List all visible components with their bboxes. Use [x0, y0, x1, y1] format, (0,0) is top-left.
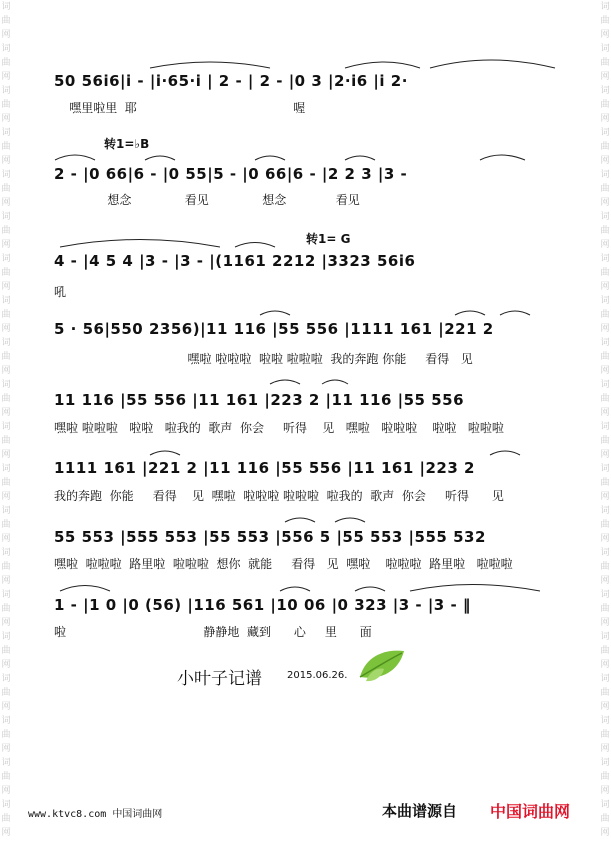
- footer-brand-link[interactable]: 中国词曲网: [490, 802, 571, 821]
- lyrics-row-5: 嘿啦 啦啦啦 啦啦 啦我的 歌声 你会 听得 见 嘿啦 啦啦啦 啦啦 啦啦啦: [54, 421, 504, 435]
- notes-row-6: 1111 161 |221 2 |11 116 |55 556 |11 161 |223 2: [54, 459, 475, 477]
- lyrics-row-8: 啦 静静地 藏到 心 里 面: [54, 625, 372, 639]
- leaf-icon: [356, 647, 408, 683]
- lyrics-row-7: 嘿啦 啦啦啦 路里啦 啦啦啦 想你 就能 看得 见 嘿啦 啦啦啦 路里啦 啦啦啦: [54, 557, 513, 571]
- watermark-right: 词曲网词曲网词曲网词曲网词曲网词曲网词曲网词曲网词曲网词曲网词曲网词曲网词曲网词曲网词曲网词曲网词曲网词曲网词曲网词曲网: [600, 2, 610, 838]
- transcriber-signature: 小叶子记谱: [177, 669, 262, 689]
- footer-url[interactable]: www.ktvc8.com: [28, 809, 107, 820]
- footer-url-line: [28, 805, 162, 820]
- lyrics-row-1: 嘿里啦里 耶 喔: [54, 101, 306, 115]
- notes-row-3: 4 - |4 5 4 |3 - |3 - |(1161 2212 |3323 56i6: [54, 252, 416, 270]
- notes-row-4: 5 · 56|550 2356)|11 116 |55 556 |1111 161 |221 2: [54, 320, 494, 338]
- notes-row-5: 11 116 |55 556 |11 161 |223 2 |11 116 |55 556: [54, 391, 465, 409]
- lyrics-row-6: 我的奔跑 你能 看得 见 嘿啦 啦啦啦 啦啦啦 啦我的 歌声 你会 听得 见: [54, 489, 504, 503]
- notes-row-1: 50 56i6|i - |i·65·i | 2 - | 2 - |0 3 |2·i6 |i 2·: [54, 72, 408, 90]
- lyrics-row-3: 吼: [54, 285, 67, 299]
- watermark-left: 词曲网词曲网词曲网词曲网词曲网词曲网词曲网词曲网词曲网词曲网词曲网词曲网词曲网词曲网词曲网词曲网词曲网词曲网词曲网词曲网: [1, 2, 11, 838]
- transcription-date: 2015.06.26.: [287, 670, 348, 681]
- footer-site-name: 中国词曲网: [112, 809, 163, 820]
- key-change-1: 转1=♭B: [104, 137, 150, 151]
- notes-row-7: 55 553 |555 553 |55 553 |556 5 |55 553 |555 532: [54, 528, 486, 546]
- notes-row-2: 2 - |0 66|6 - |0 55|5 - |0 66|6 - |2 2 3 |3 -: [54, 165, 408, 183]
- notes-row-8: 1 - |1 0 |0 (56) |116 561 |10 06 |0 323 |3 - |3 - ‖: [54, 596, 471, 614]
- key-change-2: 转1= G: [306, 232, 351, 246]
- footer-source-label: 本曲谱源自: [382, 802, 458, 820]
- lyrics-row-4: 嘿啦 啦啦啦 啦啦 啦啦啦 我的奔跑 你能 看得 见: [54, 352, 473, 366]
- lyrics-row-2: 想念 看见 想念 看见: [54, 193, 360, 207]
